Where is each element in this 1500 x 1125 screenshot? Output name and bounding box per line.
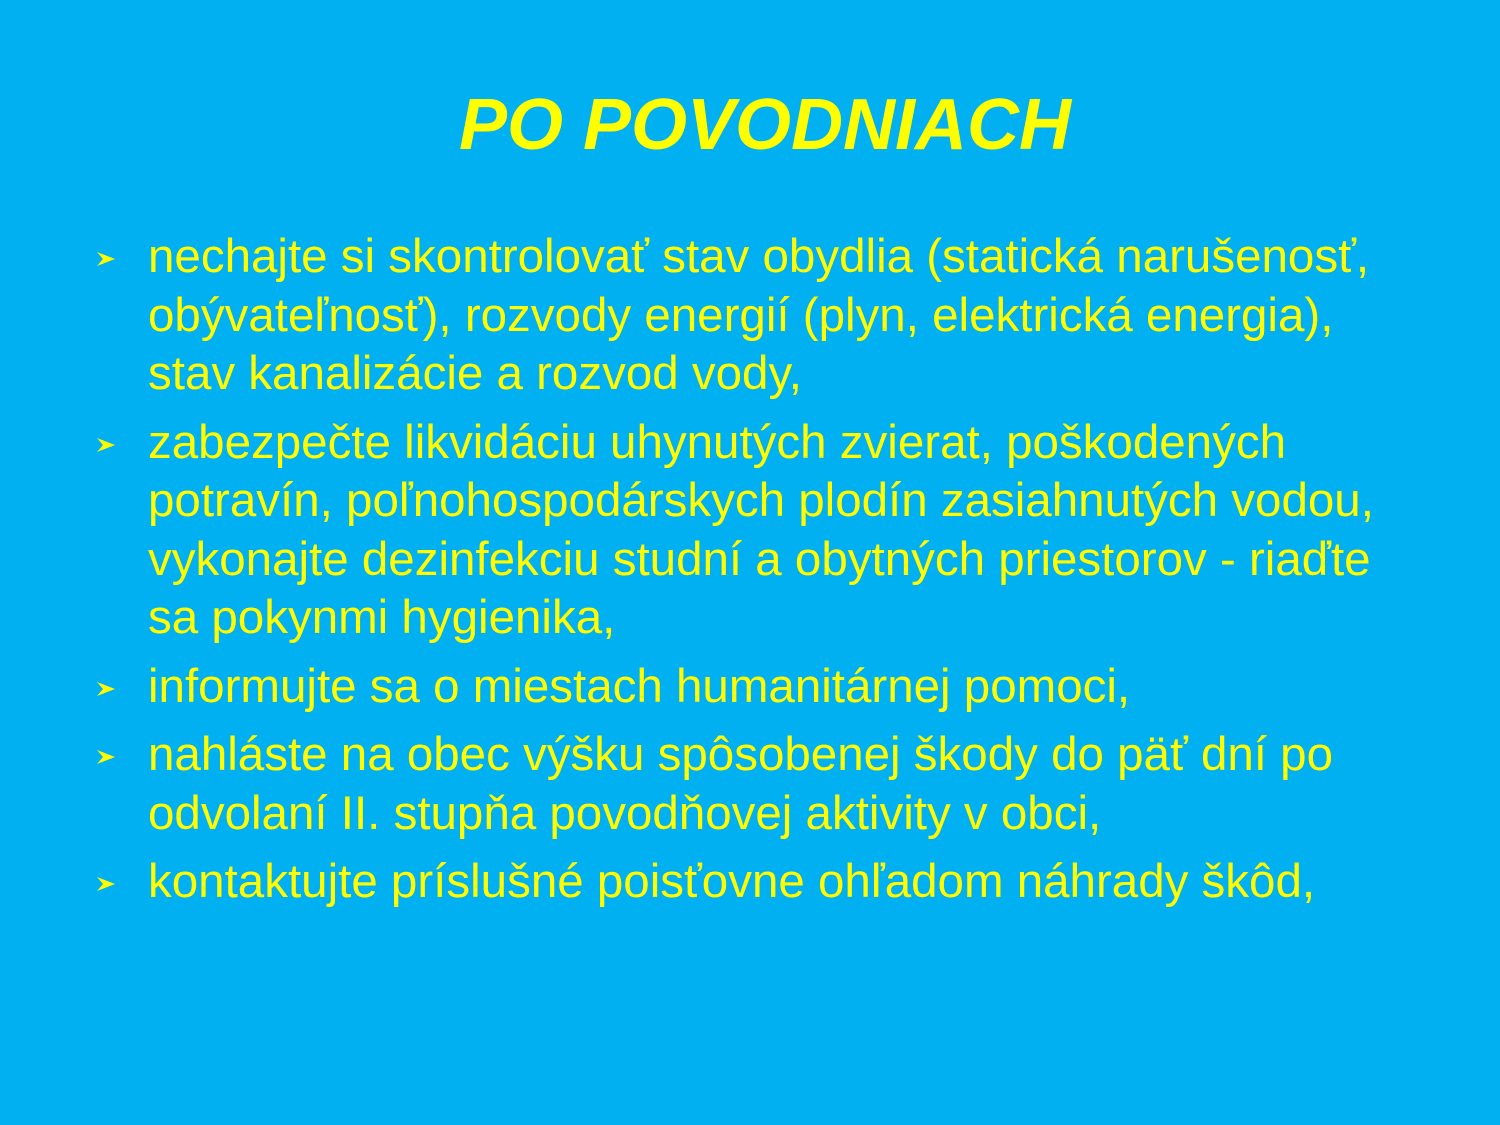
bullet-text: kontaktujte príslušné poisťovne ohľadom náhrady škôd,: [148, 855, 1316, 908]
bullet-text: nechajte si skontrolovať stav obydlia (statická narušenosť, obývateľnosť), rozvody energií (plyn, elektrická energia), stav kanalizácie a rozvod vody,: [148, 230, 1370, 400]
bullet-item: [90, 853, 1430, 912]
arrowhead-icon: [95, 248, 117, 270]
bullet-item: [90, 228, 1430, 404]
slide-title: PO POVODNIACH: [458, 85, 1072, 165]
bullet-list: [90, 228, 1430, 922]
bullet-text: nahláste na obec výšku spôsobenej škody do päť dní po odvolaní II. stupňa povodňovej aktivity v obci,: [148, 728, 1334, 840]
bullet-text: zabezpečte likvidáciu uhynutých zvierat, poškodených potravín, poľnohospodárskych plodín zasiahnutých vodou, vykonajte dezinfekciu studní a obytných priestorov - riaďte sa pokynmi hygienika,: [148, 415, 1374, 644]
bullet-text: informujte sa o miestach humanitárnej pomoci,: [148, 659, 1131, 713]
arrowhead-icon: [95, 434, 117, 456]
arrowhead-icon: [95, 678, 117, 700]
bullet-item: [90, 726, 1430, 843]
bullet-item: [90, 414, 1430, 648]
arrowhead-icon: [95, 746, 117, 768]
arrowhead-icon: [95, 873, 117, 895]
bullet-item: [90, 658, 1430, 717]
